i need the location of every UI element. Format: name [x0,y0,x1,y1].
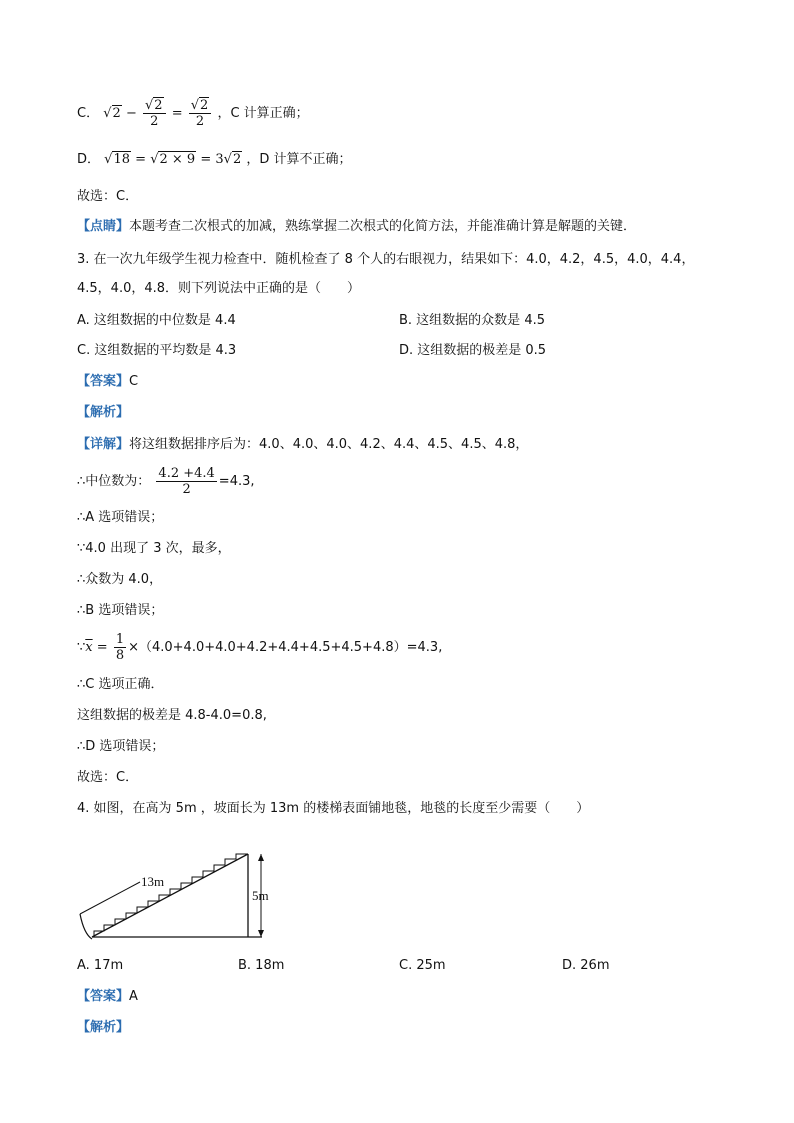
detail-tag: 【详解】 [77,437,130,452]
fraction: $\frac{4.2 +4.4}{2}$ [158,466,215,497]
fraction: $\frac{√2}{2}$ [143,98,166,129]
q4-option-b: B. 18m [238,958,285,973]
c-tail: ，C 计算正确； [217,106,309,121]
q3-step-7: ∴D 选项错误； [77,739,165,754]
q3-median: ∴中位数为： $\frac{4.2 +4.4}{2}$ =4.3, [77,466,255,497]
q4-option-d: D. 26m [562,958,610,973]
q4-option-a: A. 17m [77,958,124,973]
q3-step-5: ∴C 选项正确． [77,677,164,692]
q3-step-6: 这组数据的极差是 4.8-4.0=0.8, [77,708,267,723]
q3-option-c: C. 这组数据的平均数是 4.3 [77,343,237,358]
q3-step-2: ∵4.0 出现了 3 次，最多， [77,541,231,556]
answer-tag: 【答案】 [77,374,130,389]
answer-value: A [129,989,138,1004]
x-bar: $\overline{x}$ [85,640,93,655]
q3-option-a: A. 这组数据的中位数是 4.4 [77,313,236,328]
answer-tag: 【答案】 [77,989,130,1004]
q3-step-1: ∴A 选项错误； [77,510,164,525]
staircase-figure [78,842,298,952]
option-c-explanation: C． √2 − $\frac{√2}{2}$ = $\frac{√2}{2}$ ，C 计算正确； [77,98,309,129]
height-label: 5m [252,888,269,903]
q4-stem: 4. 如图，在高为 5m ，坡面长为 13m 的楼梯表面铺地毯，地毯的长度至少需要（ ） [77,801,590,816]
q3-stem-line1: 3. 在一次九年级学生视力检查中．随机检查了 8 个人的右眼视力，结果如下：4.0，4.2，4.5，4.0，4.4， [77,252,695,267]
fraction: $\frac{√2}{2}$ [189,98,212,129]
d-tail: ，D 计算不正确； [246,152,352,167]
sqrt-expression: √2 [103,106,121,121]
q3-step-4: ∴B 选项错误； [77,603,164,618]
q3-step-3: ∴众数为 4.0， [77,572,163,587]
comment-text: 本题考查二次根式的加减，熟练掌握二次根式的化简方法，并能准确计算是解题的关键． [129,219,637,234]
sqrt-expression: √18 [104,152,130,167]
q3-stem-line2: 4.5，4.0，4.8．则下列说法中正确的是（ ） [77,281,361,296]
q3-answer [77,373,138,391]
q2-comment [77,218,636,236]
slope-label: 13m [141,874,165,889]
sqrt-expression: √2 [223,152,242,167]
comment-tag: 【点睛】 [77,219,130,234]
q3-mean: $\because\overline{x}$ = $\frac{1}{8}$ ×（4.0+4.0+4.0+4.2+4.4+4.5+4.5+4.8）=4.3, [77,632,443,663]
q4-option-c: C. 25m [399,958,446,973]
c-label: C． [77,106,100,121]
q3-analysis-tag: 【解析】 [77,405,130,420]
fraction: $\frac{1}{8}$ [115,632,125,663]
q4-answer [77,988,138,1006]
d-label: D． [77,152,101,167]
q3-detail [77,436,528,454]
detail-text: 将这组数据排序后为：4.0、4.0、4.0、4.2、4.4、4.5、4.5、4.8， [129,437,529,452]
sqrt-expression: √2 × 9 [150,152,196,167]
q3-option-b: B. 这组数据的众数是 4.5 [399,313,545,328]
answer-value: C [129,374,139,389]
option-d-explanation: D． √18 = √2 × 9 = 3√2 ，D 计算不正确； [77,152,352,167]
q2-choice: 故选：C． [77,189,139,204]
q3-choice: 故选：C． [77,770,139,785]
q3-option-d: D. 这组数据的极差是 0.5 [399,343,547,358]
q4-analysis-tag: 【解析】 [77,1020,130,1035]
